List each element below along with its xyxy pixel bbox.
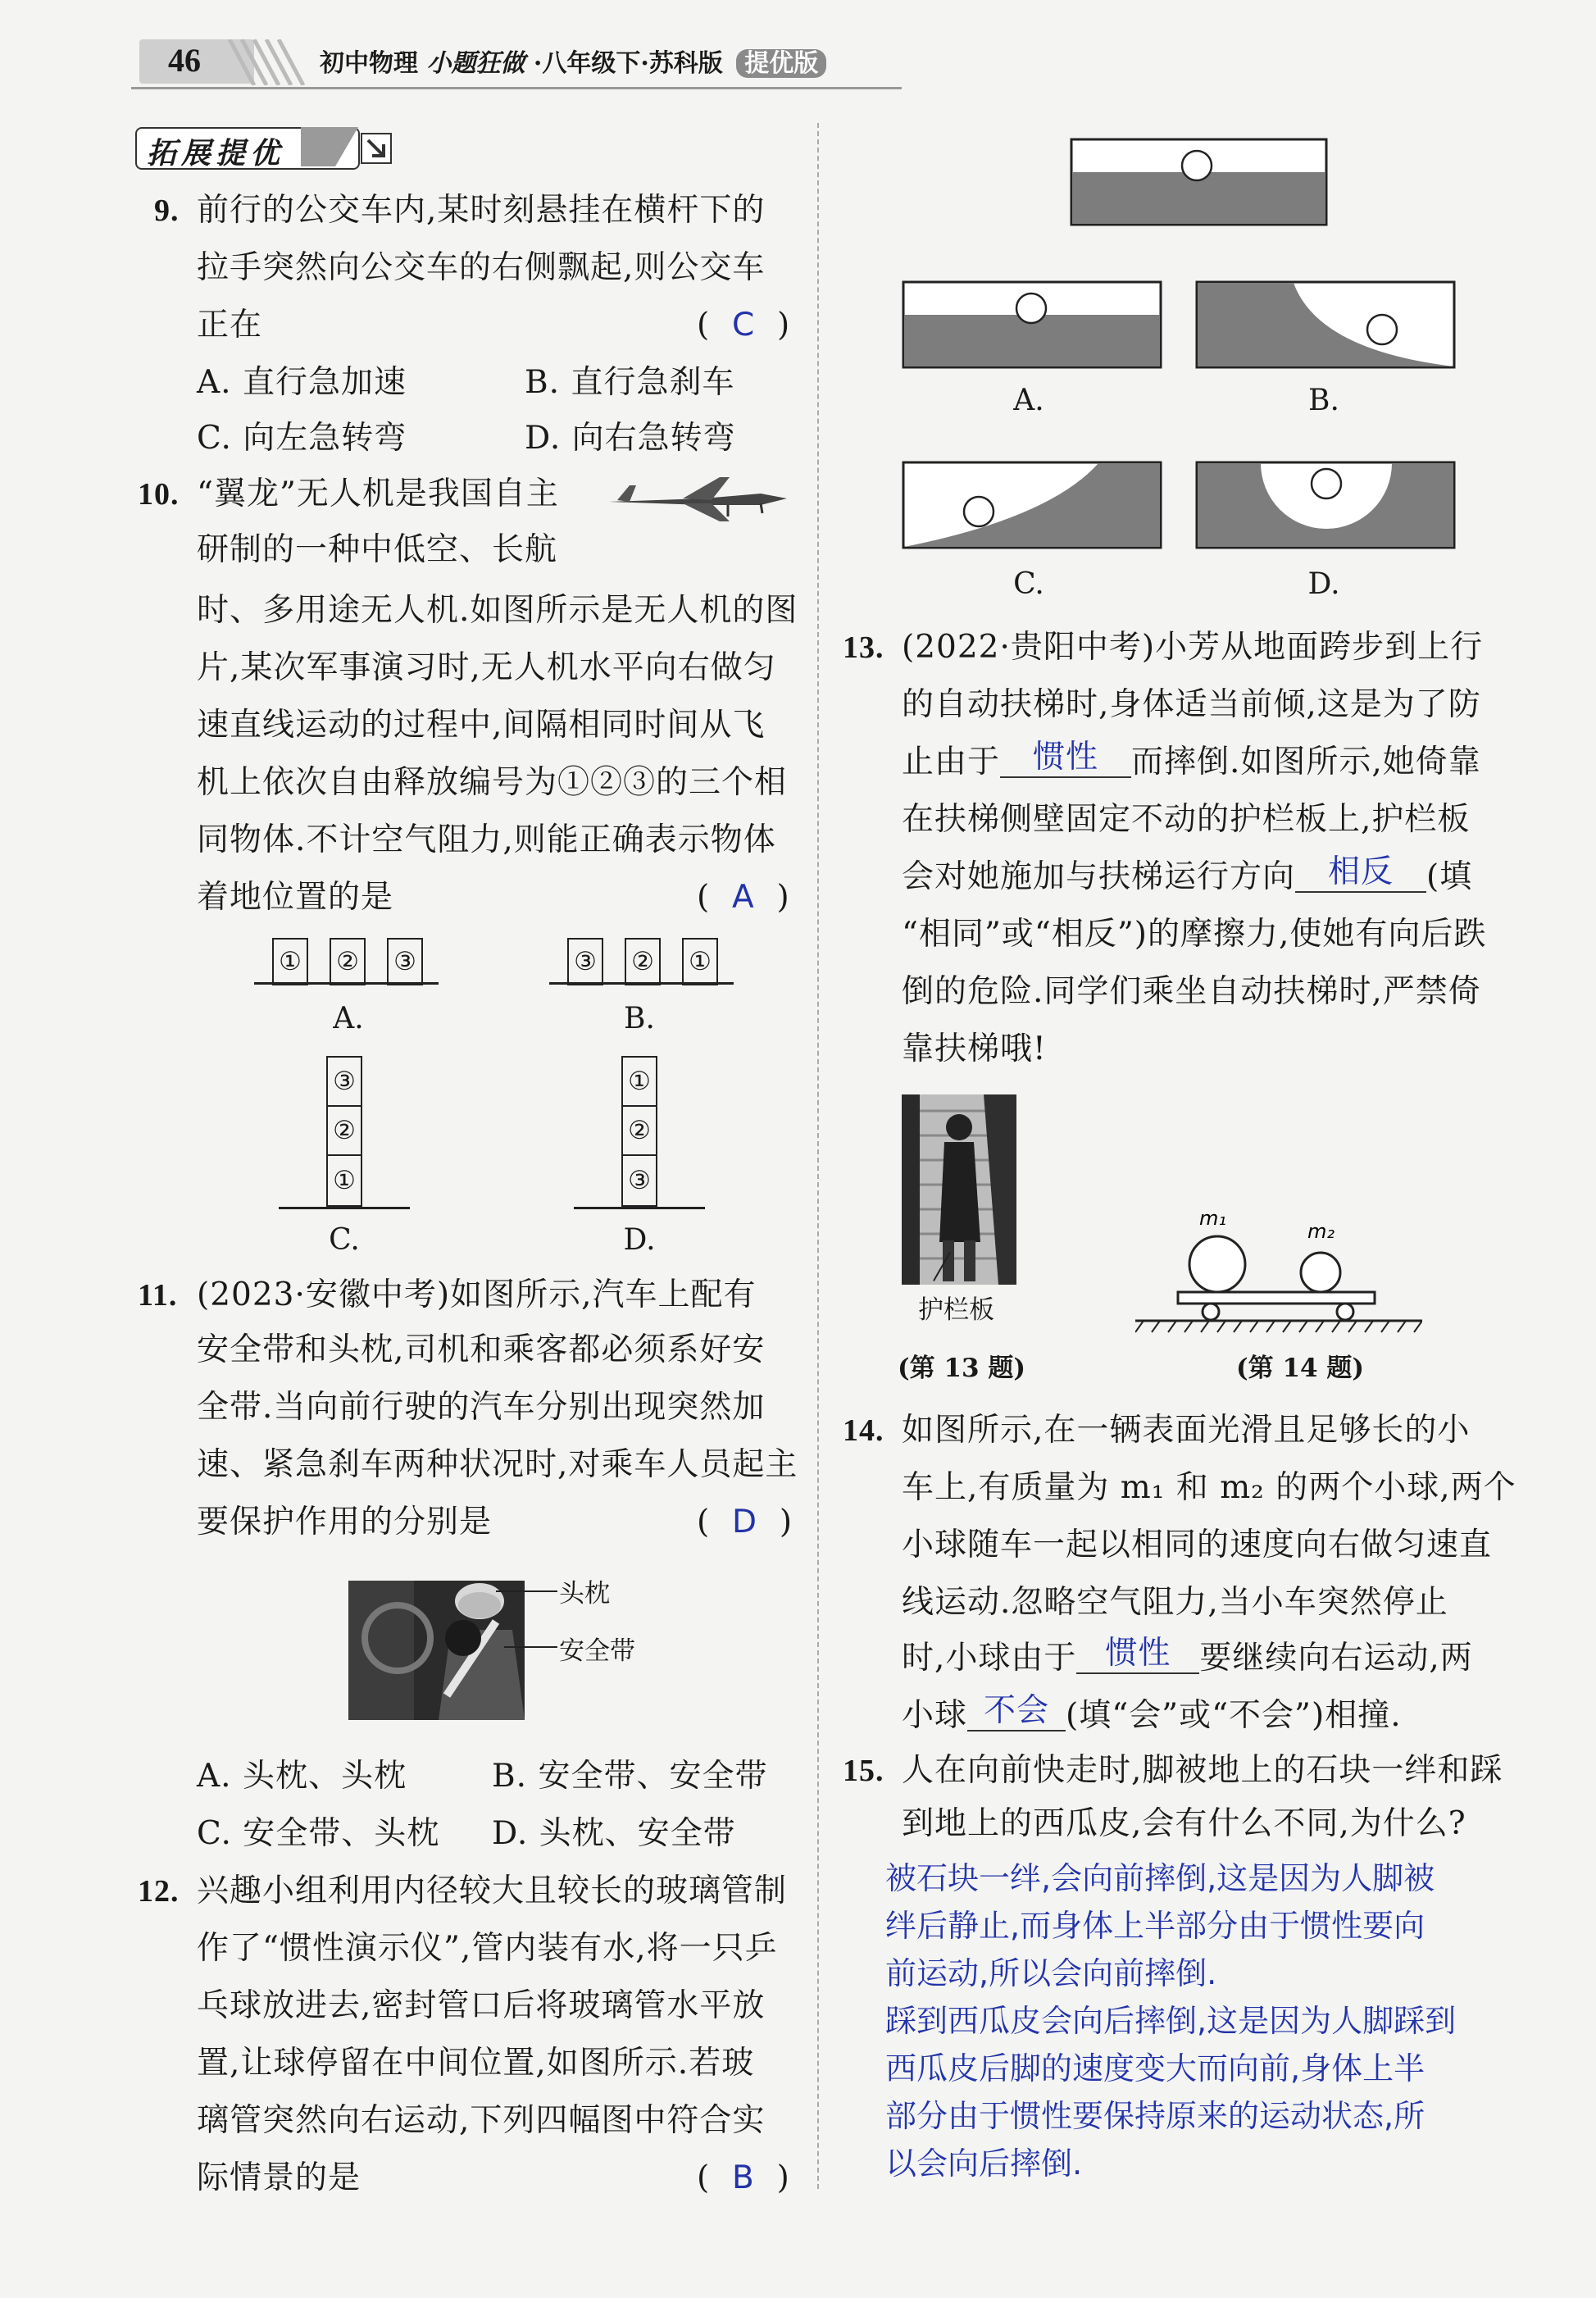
question-text: 作了“惯性演示仪”,管内装有水,将一只乒	[197, 1930, 778, 1967]
series-logo: 小题狂做	[426, 49, 525, 78]
option: A. 直行急加速	[197, 364, 407, 401]
question-text: 的自动扶梯时,身体适当前倾,这是为了防	[902, 686, 1481, 723]
question-number: 10.	[138, 477, 180, 512]
question-number: 12.	[138, 1874, 180, 1909]
question-text: 全带.当向前行驶的汽车分别出现突然加	[197, 1389, 766, 1426]
question-text: 靠扶梯哦!	[902, 1031, 1047, 1067]
question-number: 11.	[138, 1278, 178, 1313]
answer-line: 部分由于惯性要保持原来的运动状态,所	[885, 2098, 1425, 2134]
blank-answer: 不会	[967, 1692, 1066, 1731]
question-text: 在扶梯侧壁固定不动的护栏板上,护栏板	[902, 801, 1471, 838]
cart-figure	[1135, 1197, 1422, 1336]
mass-label-m1: m₁	[1199, 1207, 1226, 1230]
question-text: 正在	[197, 307, 263, 344]
question-text: 前行的公交车内,某时刻悬挂在横杆下的	[197, 192, 766, 229]
figure-option-a	[254, 936, 439, 985]
question-text: 拉手突然向公交车的右侧飘起,则公交车	[197, 249, 766, 286]
question-text: 璃管突然向右运动,下列四幅图中符合实	[197, 2102, 766, 2139]
box: ③	[326, 1056, 362, 1107]
car-seat-photo	[348, 1581, 525, 1720]
question-text: 小球随车一起以相同的速度向右做匀速直	[902, 1527, 1493, 1563]
question-text: 时、多用途无人机.如图所示是无人机的图	[197, 592, 798, 629]
photo-label: 护栏板	[918, 1295, 994, 1325]
question-text: 而摔倒.如图所示,她倚靠	[1131, 744, 1481, 780]
question-text: 研制的一种中低空、长航	[197, 531, 558, 568]
answer-bracket: ( C )	[697, 307, 791, 344]
figure-option-b	[549, 936, 734, 985]
edition-badge: 提优版	[736, 49, 826, 78]
tube-figure-b	[1195, 280, 1456, 369]
down-right-arrow-icon	[361, 133, 392, 164]
box: ③	[387, 938, 423, 985]
answer: A	[732, 879, 755, 916]
answer-bracket: ( A )	[697, 879, 790, 916]
box: ①	[621, 1056, 657, 1107]
question-text: 时,小球由于	[902, 1640, 1077, 1677]
box: ①	[326, 1156, 362, 1207]
section-title: 拓展提优	[147, 136, 285, 171]
photo-label: 安全带	[559, 1636, 635, 1666]
question-text: 速、紧急刹车两种状况时,对乘车人员起主	[197, 1446, 798, 1483]
figure-label: B.	[624, 1002, 655, 1035]
question-text: 线运动.忽略空气阻力,当小车突然停止	[902, 1584, 1448, 1621]
tube-figure-c	[902, 461, 1162, 549]
box: ②	[625, 938, 661, 985]
page-header	[131, 33, 902, 90]
page-number: 46	[168, 42, 201, 79]
question-text: (2022·贵阳中考)小芳从地面跨步到上行	[902, 629, 1484, 666]
section-banner	[135, 127, 360, 170]
figure-label: C.	[329, 1223, 360, 1257]
escalator-photo	[902, 1094, 1016, 1285]
answer-line: 被石块一绊,会向前摔倒,这是因为人脚被	[885, 1860, 1435, 1896]
answer-line: 以会向后摔倒.	[885, 2146, 1083, 2182]
mass-label-m2: m₂	[1307, 1220, 1335, 1243]
answer: D	[732, 1504, 758, 1540]
box: ①	[682, 938, 718, 985]
question-text: 际情景的是	[197, 2159, 361, 2196]
question-text: 乓球放进去,密封管口后将玻璃管水平放	[197, 1987, 766, 2024]
header-title-a: 初中物理	[320, 49, 418, 78]
question-text-line	[902, 1687, 1402, 1745]
question-text: (2023·安徽中考)如图所示,汽车上配有	[197, 1276, 757, 1313]
question-number: 13.	[843, 630, 884, 665]
drone-image	[605, 474, 795, 523]
question-text-line	[902, 849, 1472, 906]
question-text: “相同”或“相反”)的摩擦力,使她有向后跌	[902, 916, 1487, 953]
figure-caption: (第 13 题)	[898, 1354, 1026, 1383]
option: D. 头枕、安全带	[492, 1815, 736, 1852]
option: D. 向右急转弯	[525, 420, 736, 457]
box: ③	[621, 1156, 657, 1207]
question-number: 15.	[843, 1754, 884, 1788]
box: ②	[330, 938, 366, 985]
section-tab	[301, 127, 358, 166]
answer-bracket: ( D )	[697, 1504, 793, 1540]
figure-label: B.	[1308, 384, 1339, 417]
answer-line: 西瓜皮后脚的速度变大而向前,身体上半	[885, 2050, 1425, 2086]
question-text: 倒的危险.同学们乘坐自动扶梯时,严禁倚	[902, 973, 1481, 1010]
question-text: 止由于	[902, 744, 1001, 780]
option: C. 向左急转弯	[197, 420, 407, 457]
header-title-b: ·八年级下·苏科版	[533, 49, 723, 78]
question-text: (填“会”或“不会”)相撞.	[1066, 1697, 1402, 1734]
option: A. 头枕、头枕	[197, 1758, 407, 1795]
question-text: 人在向前快走时,脚被地上的石块一绊和踩	[902, 1752, 1503, 1789]
option: C. 安全带、头枕	[197, 1815, 440, 1852]
question-text: 要保护作用的分别是	[197, 1504, 493, 1540]
figure-caption: (第 14 题)	[1236, 1354, 1365, 1383]
question-text-line	[902, 734, 1481, 791]
answer-line: 绊后静止,而身体上半部分由于惯性要向	[885, 1908, 1425, 1944]
figure-option-c	[279, 1056, 410, 1212]
figure-option-d	[574, 1056, 705, 1212]
answer: C	[732, 307, 756, 344]
tube-figure-d	[1195, 461, 1456, 549]
question-text: 速直线运动的过程中,间隔相同时间从飞	[197, 707, 766, 744]
option: B. 安全带、安全带	[492, 1758, 768, 1795]
question-text: 兴趣小组利用内径较大且较长的玻璃管制	[197, 1873, 788, 1909]
box: ②	[326, 1107, 362, 1156]
question-number: 9.	[154, 193, 180, 228]
question-text: 要继续向右运动,两	[1199, 1640, 1473, 1677]
question-number: 14.	[843, 1413, 884, 1448]
header-stripes	[221, 39, 311, 85]
question-text: “翼龙”无人机是我国自主	[197, 476, 559, 512]
question-text: 小球	[902, 1697, 968, 1734]
question-text: 安全带和头枕,司机和乘客都必须系好安	[197, 1331, 766, 1368]
question-text: 到地上的西瓜皮,会有什么不同,为什么?	[902, 1805, 1466, 1842]
answer-line: 踩到西瓜皮会向后摔倒,这是因为人脚踩到	[885, 2003, 1457, 2039]
option: B. 直行急刹车	[525, 364, 735, 401]
tube-figure-original	[1070, 138, 1328, 226]
question-text: 如图所示,在一辆表面光滑且足够长的小	[902, 1412, 1471, 1449]
box: ③	[567, 938, 603, 985]
question-text-line	[902, 1630, 1473, 1687]
question-text: 置,让球停留在中间位置,如图所示.若玻	[197, 2045, 755, 2082]
handwritten-answer	[885, 1854, 1456, 2187]
figure-label: D.	[1307, 567, 1340, 601]
figure-label: C.	[1013, 567, 1044, 601]
question-text: 同物体.不计空气阻力,则能正确表示物体	[197, 821, 776, 858]
question-text: 着地位置的是	[197, 879, 394, 916]
question-text: 会对她施加与扶梯运行方向	[902, 858, 1296, 895]
column-divider	[817, 123, 819, 2189]
figure-label: A.	[1013, 384, 1044, 417]
blank-answer: 惯性	[1076, 1635, 1199, 1674]
answer-line: 前运动,所以会向前摔倒.	[885, 1955, 1217, 1991]
answer-bracket: ( B )	[697, 2159, 790, 2196]
figure-label: A.	[333, 1002, 364, 1035]
question-text: 机上依次自由释放编号为①②③的三个相	[197, 764, 788, 801]
question-text: (填	[1426, 858, 1473, 895]
answer: B	[732, 2159, 755, 2196]
tube-figure-a	[902, 280, 1162, 369]
photo-label: 头枕	[559, 1579, 610, 1609]
box: ②	[621, 1107, 657, 1156]
blank-answer: 惯性	[1000, 739, 1131, 778]
blank-answer: 相反	[1295, 853, 1426, 893]
figure-label: D.	[623, 1223, 656, 1257]
question-text: 车上,有质量为 m₁ 和 m₂ 的两个小球,两个	[902, 1469, 1516, 1506]
question-text: 片,某次军事演习时,无人机水平向右做匀	[197, 649, 776, 686]
box: ①	[272, 938, 308, 985]
